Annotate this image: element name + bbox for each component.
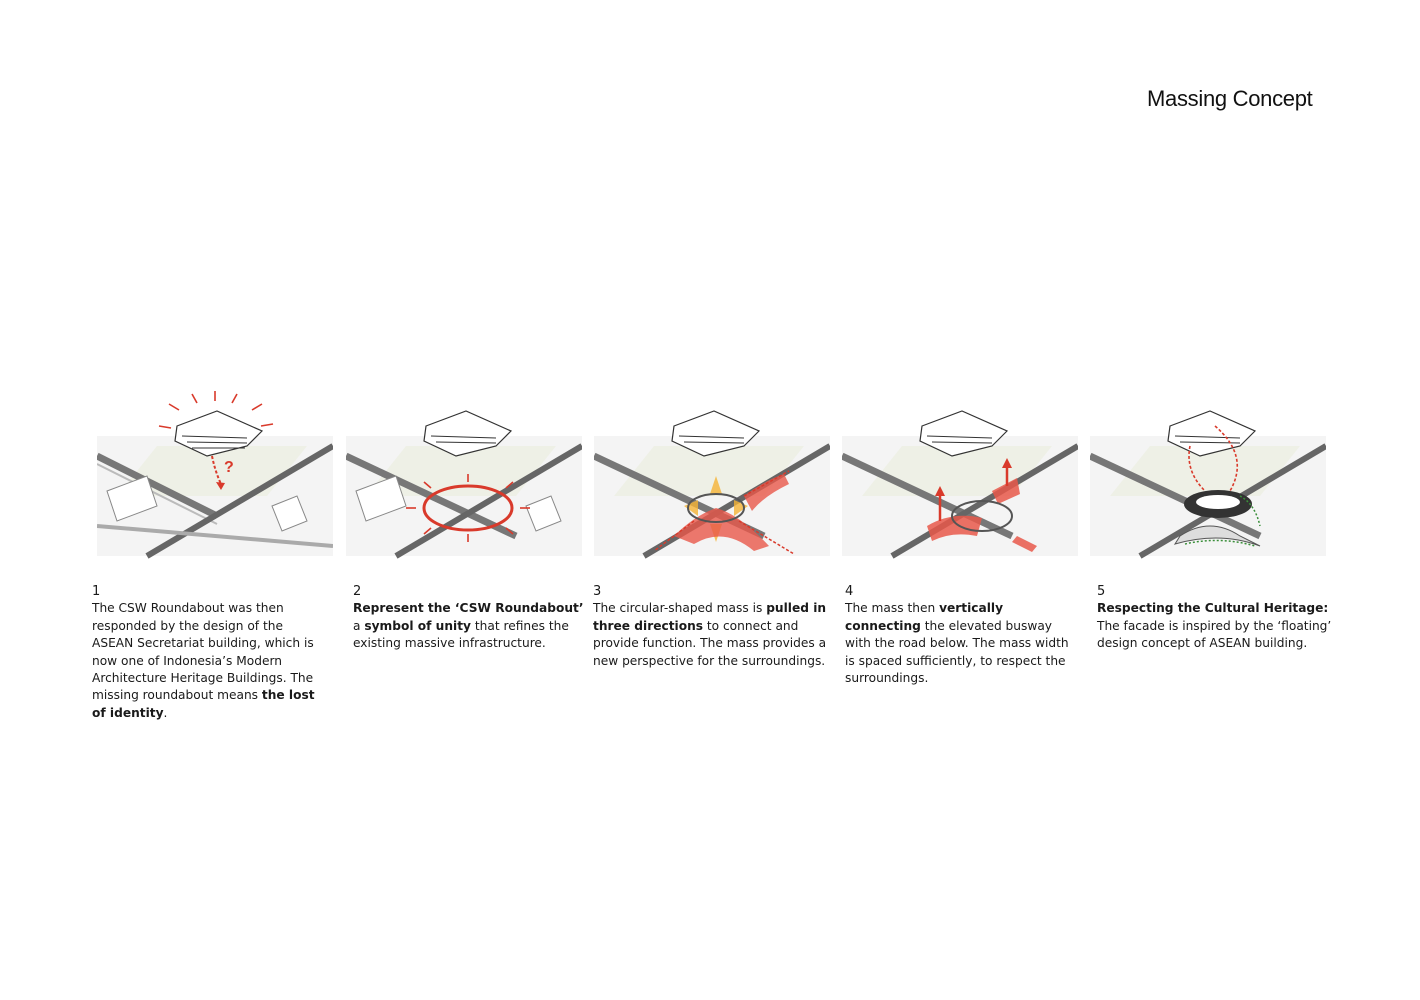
ring-symbol-illustration [346,386,582,562]
step-1-diagram [97,386,333,562]
step-description [845,601,1069,685]
description-text: that refines the existing massive infrastructure. [353,618,569,651]
step-3-caption [593,583,829,670]
description-text: . [163,705,168,720]
step-4-diagram [842,386,1078,562]
step-description [1097,601,1331,650]
step-2-diagram [346,386,582,562]
pulled-mass-illustration [594,386,830,562]
vertical-connection-illustration [842,386,1078,562]
emphasis-text: the lost of identity [92,688,315,720]
step-number: 1 [92,584,101,599]
emphasis-text: Respecting the Cultural Heritage: [1097,601,1329,616]
description-text: The CSW Roundabout was then responded by the design of the ASEAN Secretariat building, which is now one of Indonesia’s Modern Architecture Heritage Buildings. The missing roundabout means [92,601,314,703]
svg-text:?: ? [224,459,234,476]
step-2-caption [353,583,589,653]
step-4-caption [845,583,1081,687]
emphasis-text: Represent the ‘CSW Roundabout’ [353,601,584,616]
page-title: Massing Concept [1147,86,1313,111]
step-description [92,601,315,719]
step-3-diagram [594,386,830,562]
description-text: The mass then [845,601,940,616]
description-text: The facade is inspired by the ‘floating’ design concept of ASEAN building. [1097,618,1332,651]
description-text: to connect and provide function. The mass provides a new perspective for the surroundings. [593,618,827,668]
step-number: 5 [1097,584,1106,599]
emphasis-text: vertically connecting [845,601,1004,633]
missing-roundabout-illustration [97,386,333,562]
description-text: The circular-shaped mass is [593,601,767,616]
step-number: 2 [353,584,362,599]
emphasis-text: symbol of unity [364,618,471,633]
step-description [593,601,826,667]
floating-facade-illustration [1090,386,1326,562]
description-text: a [353,618,365,633]
description-text: the elevated busway with the road below. The mass width is spaced sufficiently, to respect the surroundings. [845,618,1069,686]
step-number: 3 [593,584,602,599]
step-5-caption [1097,583,1333,653]
emphasis-text: pulled in three directions [593,601,827,633]
step-5-diagram [1090,386,1326,562]
step-1-caption [92,583,328,722]
step-number: 4 [845,584,854,599]
step-description [353,601,583,650]
